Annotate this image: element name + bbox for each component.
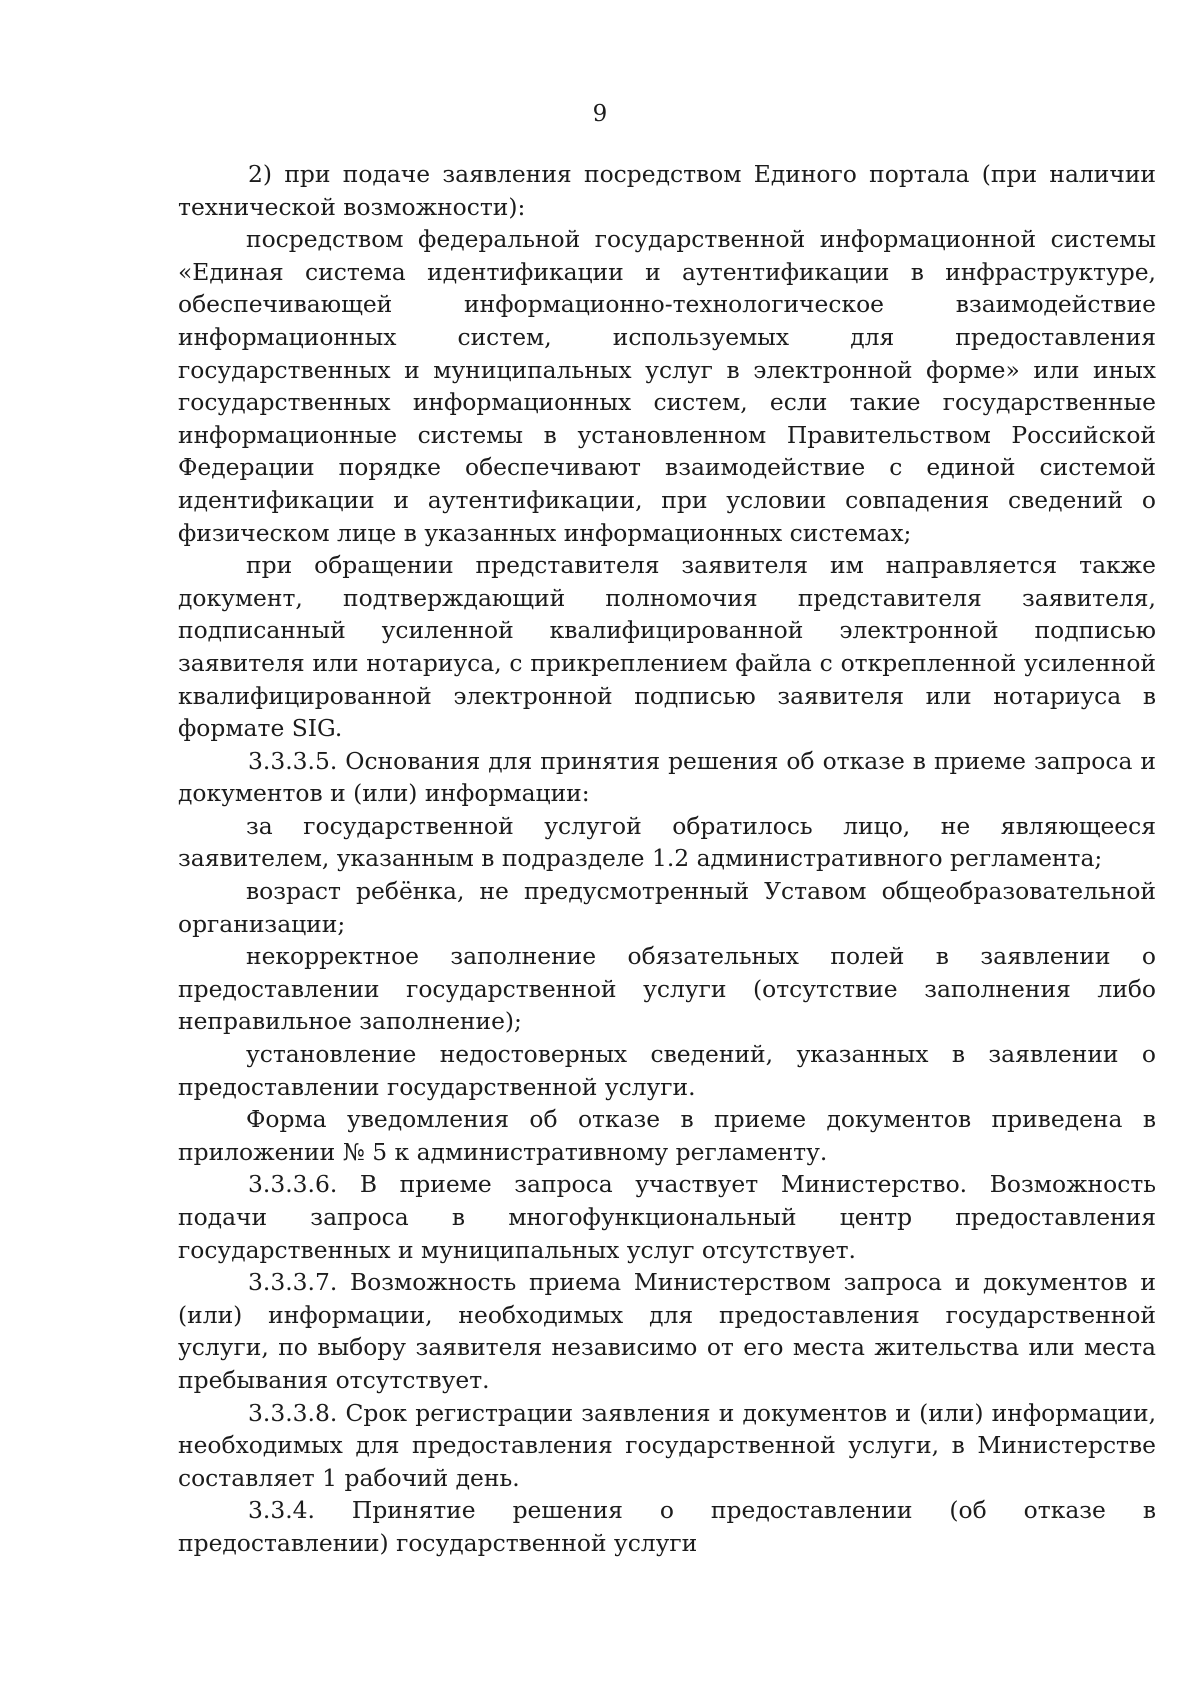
paragraph-notification-form: Форма уведомления об отказе в приеме документов приведена в приложении № 5 к административному регламенту. <box>178 1105 1156 1166</box>
paragraph-representative: при обращении представителя заявителя им направляется также документ, подтверждающий полномочия представителя заявителя, подписанный усиленной квалифицированной электронной подписью заявителя или нотариуса, с прикреплением файла с открепленной усиленной квалифицированной электронной подписью заявителя или нотариуса в формате SIG. <box>178 551 1156 743</box>
paragraph-esia: посредством федеральной государственной информационной системы «Единая система идентификации и аутентификации в инфраструктуре, обеспечивающей информационно-технологическое взаимодействие информационных систем, используемых для предоставления государственных и муниципальных услуг в электронной форме» или иных государственных информационных систем, если такие государственные информационные системы в установленном Правительством Российской Федерации порядке обеспечивают взаимодействие с единой системой идентификации и аутентификации, при условии совпадения сведений о физическом лице в указанных информационных системах; <box>178 225 1156 547</box>
paragraph-3-3-3-8: 3.3.3.8. Срок регистрации заявления и документов и (или) информации, необходимых для предоставления государственной услуги, в Министерстве составляет 1 рабочий день. <box>178 1398 1156 1492</box>
paragraph-3-3-3-6: 3.3.3.6. В приеме запроса участвует Министерство. Возможность подачи запроса в многофункциональный центр предоставления государственных и муниципальных услуг отсутствует. <box>178 1170 1156 1264</box>
paragraph-refusal-reason-4: установление недостоверных сведений, указанных в заявлении о предоставлении государственной услуги. <box>178 1040 1156 1101</box>
page-number: 9 <box>592 101 608 127</box>
paragraph-portal-submission: 2) при подаче заявления посредством Единого портала (при наличии технической возможности): <box>178 160 1156 221</box>
paragraph-3-3-3-7: 3.3.3.7. Возможность приема Министерством запроса и документов и (или) информации, необходимых для предоставления государственной услуги, по выбору заявителя независимо от его места жительства или места пребывания отсутствует. <box>178 1268 1156 1394</box>
paragraph-3-3-4: 3.3.4. Принятие решения о предоставлении (об отказе в предоставлении) государственной услуги <box>178 1496 1156 1557</box>
paragraph-3-3-3-5: 3.3.3.5. Основания для принятия решения об отказе в приеме запроса и документов и (или) информации: <box>178 746 1156 808</box>
document-body <box>178 158 1156 1560</box>
paragraph-refusal-reason-1: за государственной услугой обратилось лицо, не являющееся заявителем, указанным в подразделе 1.2 административного регламента; <box>178 811 1156 873</box>
paragraph-refusal-reason-2: возраст ребёнка, не предусмотренный Уставом общеобразовательной организации; <box>178 877 1156 938</box>
paragraph-refusal-reason-3: некорректное заполнение обязательных полей в заявлении о предоставлении государственной услуги (отсутствие заполнения либо неправильное заполнение); <box>178 942 1156 1036</box>
